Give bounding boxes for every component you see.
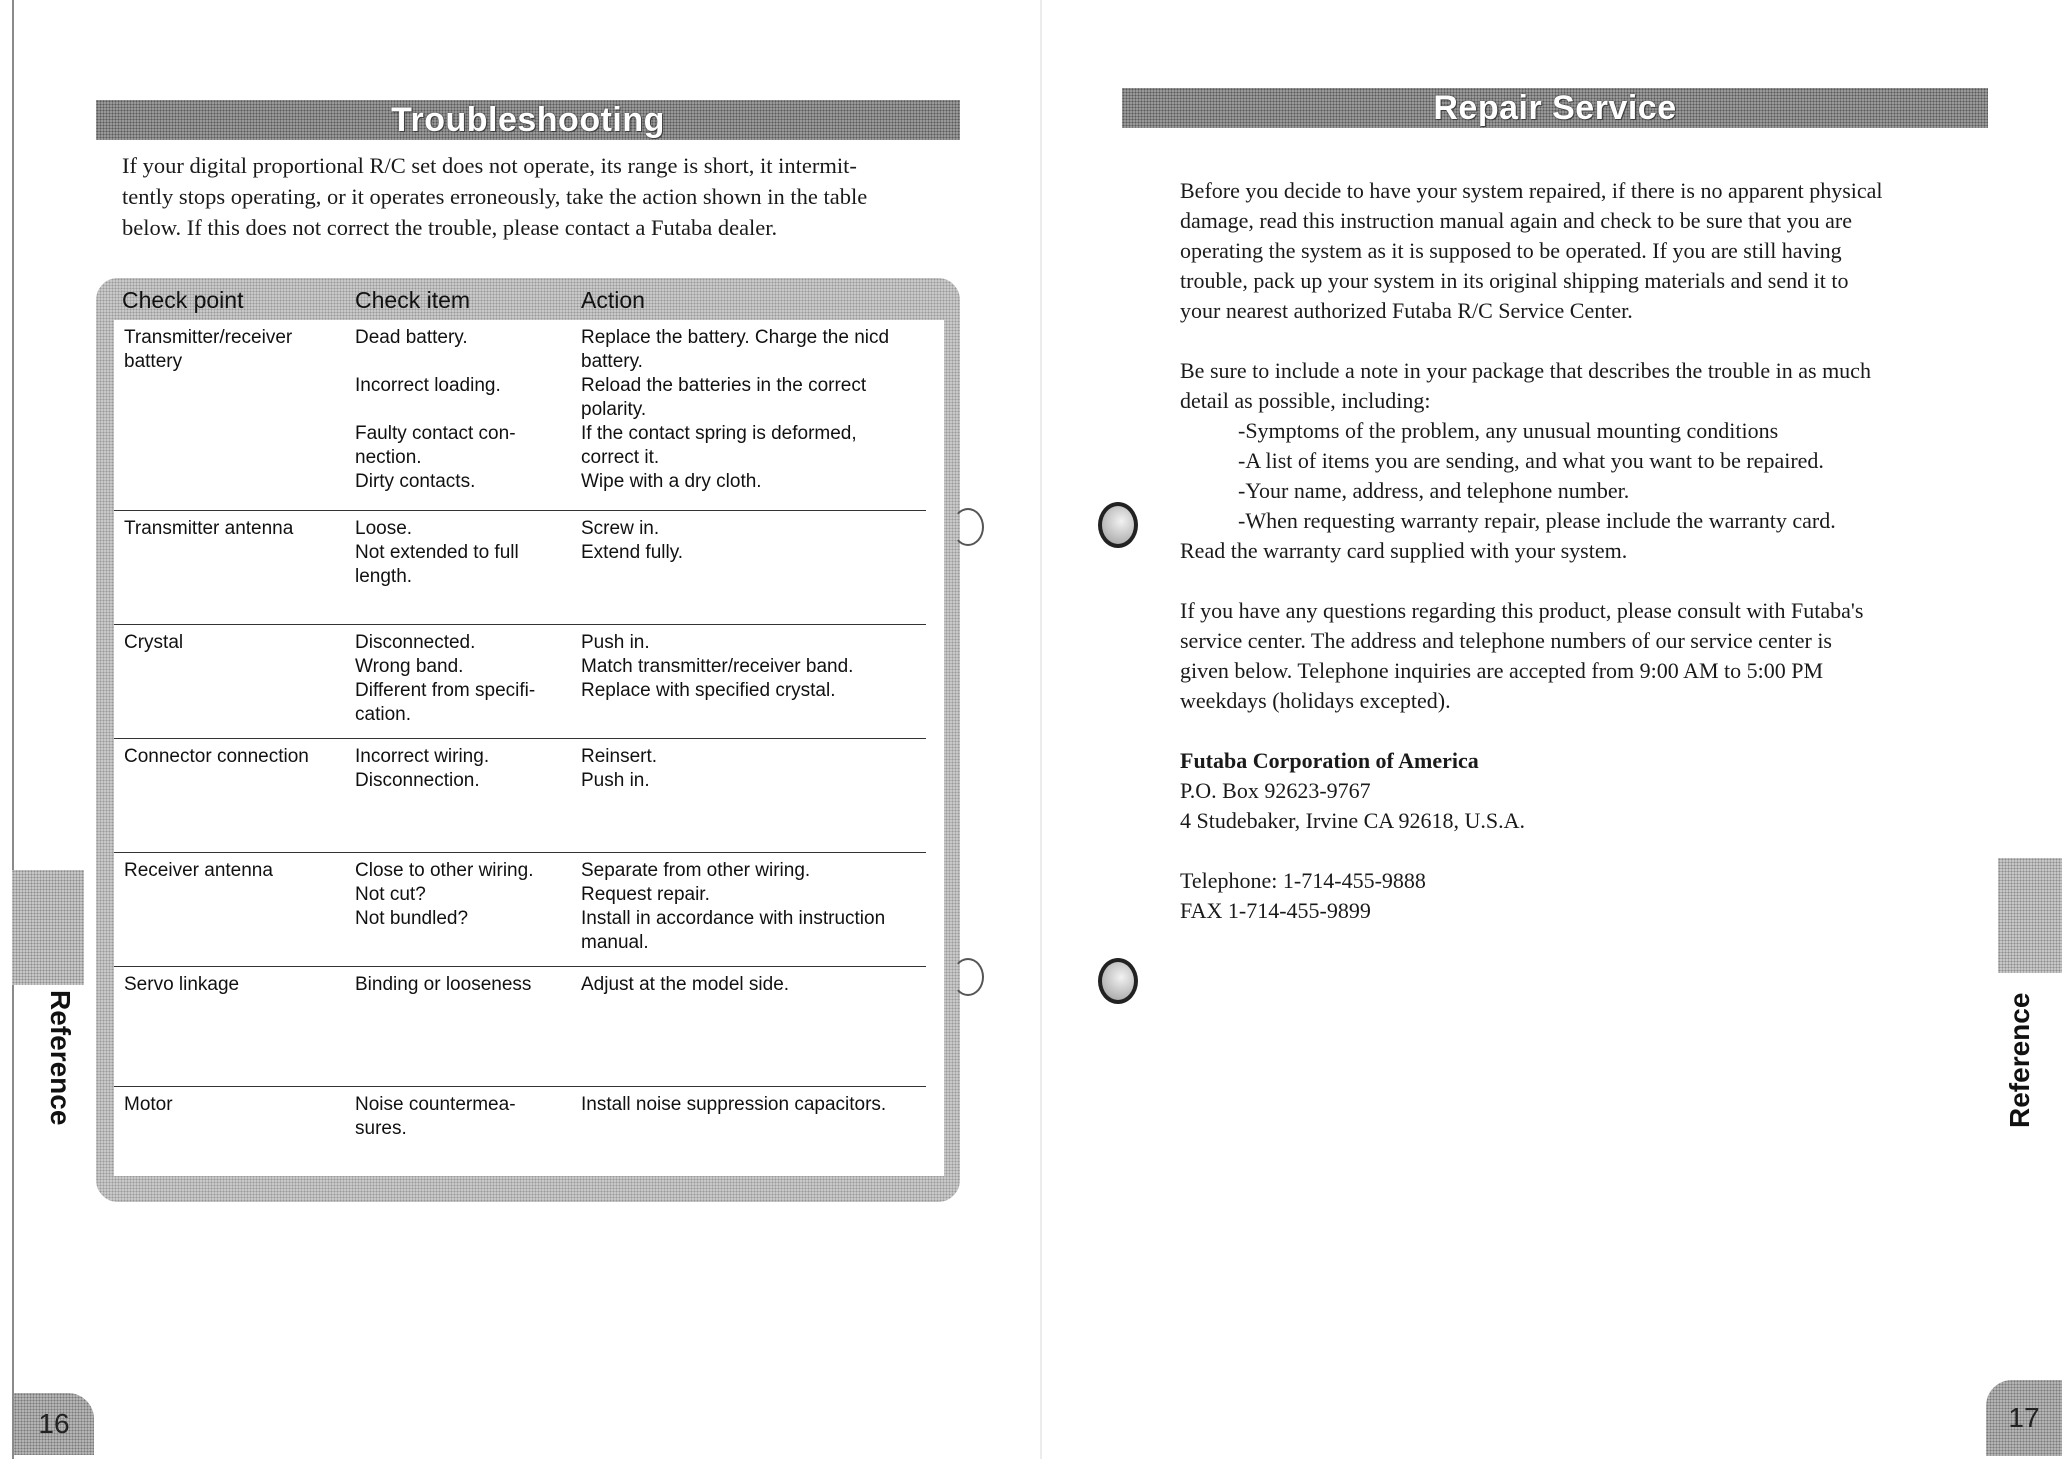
table-row [114, 320, 926, 510]
telephone: Telephone: 1-714-455-9888 [1180, 868, 1426, 893]
cell-line: Noise countermea- [355, 1094, 516, 1115]
cell-check-item [355, 745, 555, 793]
cell-line: nection. [355, 447, 422, 468]
table-row [114, 624, 926, 739]
cell-check-item [355, 517, 555, 589]
fax: FAX 1-714-455-9899 [1180, 898, 1371, 923]
cell-line: If the contact spring is deformed, [581, 423, 857, 444]
cell-check-item [355, 1093, 555, 1141]
repair-paragraph-3 [1180, 596, 1932, 716]
troubleshooting-title-bar [96, 100, 960, 140]
intro-line: below. If this does not correct the trouble, please contact a Futaba dealer. [122, 215, 778, 240]
cell-line: Crystal [124, 632, 184, 653]
po-box: P.O. Box 92623-9767 [1180, 778, 1371, 803]
text-line: given below. Telephone inquiries are accepted from 9:00 AM to 5:00 PM [1180, 658, 1824, 683]
cell-line: Connector connection [124, 746, 309, 767]
cell-line: Transmitter antenna [124, 518, 294, 539]
cell-line: Incorrect wiring. [355, 746, 490, 767]
cell-line: Adjust at the model side. [581, 974, 790, 995]
binder-hole [952, 508, 984, 546]
cell-line: Disconnection. [355, 770, 480, 791]
cell-line: Incorrect loading. [355, 375, 501, 396]
cell-line: Wrong band. [355, 656, 464, 677]
table-row [114, 852, 926, 967]
header-action: Action [581, 287, 645, 313]
cell-line: length. [355, 566, 413, 587]
cell-check-point [124, 859, 344, 883]
cell-check-point [124, 973, 344, 997]
cell-line [355, 350, 555, 374]
reference-side-tab [12, 870, 84, 985]
reference-label: Reference [45, 990, 76, 1126]
cell-line: Motor [124, 1094, 173, 1115]
cell-line: Not extended to full [355, 542, 519, 563]
text-line: weekdays (holidays excepted). [1180, 688, 1451, 713]
cell-action [581, 745, 926, 793]
binder-hole [1098, 958, 1138, 1004]
street-address: 4 Studebaker, Irvine CA 92618, U.S.A. [1180, 808, 1525, 833]
cell-action [581, 326, 926, 494]
cell-line: Screw in. [581, 518, 660, 539]
cell-line: sures. [355, 1118, 407, 1139]
cell-line: Separate from other wiring. [581, 860, 811, 881]
table-row [114, 510, 926, 625]
table-body [114, 320, 944, 1176]
cell-line: Faulty contact con- [355, 423, 516, 444]
cell-check-point [124, 631, 344, 655]
cell-line: Install in accordance with instruction [581, 908, 886, 929]
list-item: -Your name, address, and telephone number. [1238, 478, 1630, 503]
page-number: 17 [1986, 1380, 2062, 1456]
cell-line: Loose. [355, 518, 413, 539]
reference-side-tab [1998, 858, 2062, 973]
cell-action [581, 631, 926, 703]
cell-line: Request repair. [581, 884, 710, 905]
troubleshooting-table [96, 278, 960, 1202]
cell-line: Push in. [581, 770, 650, 791]
cell-line [355, 398, 555, 422]
list-item: -Symptoms of the problem, any unusual mounting conditions [1238, 418, 1779, 443]
cell-line: Servo linkage [124, 974, 240, 995]
cell-line: Different from specifi- [355, 680, 536, 701]
repair-paragraph-2 [1180, 356, 1932, 566]
cell-line: battery. [581, 351, 643, 372]
text-line: service center. The address and telephone numbers of our service center is [1180, 628, 1832, 653]
cell-line: Dead battery. [355, 327, 468, 348]
table-row [114, 738, 926, 853]
table-row [114, 966, 926, 1087]
contact-block [1180, 866, 1780, 926]
cell-line: Replace the battery. Charge the nicd [581, 327, 890, 348]
page-title: Troubleshooting [391, 100, 665, 139]
cell-check-item [355, 326, 555, 494]
intro-line: If your digital proportional R/C set does not operate, its range is short, it intermit- [122, 153, 857, 178]
cell-check-point [124, 1093, 344, 1117]
cell-action [581, 973, 926, 997]
cell-line: correct it. [581, 447, 660, 468]
cell-line: Not bundled? [355, 908, 469, 929]
text-line: detail as possible, including: [1180, 388, 1431, 413]
cell-check-point [124, 326, 344, 374]
text-line: damage, read this instruction manual again and check to be sure that you are [1180, 208, 1852, 233]
repair-paragraph-1 [1180, 176, 1932, 326]
text-line: Before you decide to have your system repaired, if there is no apparent physical [1180, 178, 1883, 203]
cell-check-point [124, 517, 344, 541]
cell-line: Match transmitter/receiver band. [581, 656, 854, 677]
cell-action [581, 859, 926, 955]
cell-line: Close to other wiring. [355, 860, 534, 881]
binder-hole [1098, 502, 1138, 548]
cell-line: cation. [355, 704, 411, 725]
text-line: your nearest authorized Futaba R/C Service Center. [1180, 298, 1633, 323]
cell-line: polarity. [581, 399, 647, 420]
cell-line: Not cut? [355, 884, 426, 905]
cell-line: Dirty contacts. [355, 471, 476, 492]
intro-line: tently stops operating, or it operates erroneously, take the action shown in the table [122, 184, 868, 209]
cell-line: Disconnected. [355, 632, 476, 653]
header-check-point: Check point [122, 287, 244, 313]
reference-label: Reference [2004, 992, 2035, 1128]
cell-line: Reload the batteries in the correct [581, 375, 867, 396]
cell-check-item [355, 859, 555, 931]
cell-line: Push in. [581, 632, 650, 653]
repair-service-title-bar [1122, 88, 1988, 128]
cell-check-item [355, 631, 555, 727]
cell-line: Extend fully. [581, 542, 684, 563]
text-line: Read the warranty card supplied with your system. [1180, 538, 1628, 563]
page-number: 16 [14, 1393, 94, 1455]
address-block [1180, 746, 1780, 836]
text-line: Be sure to include a note in your package that describes the trouble in as much [1180, 358, 1871, 383]
text-line: operating the system as it is supposed to be operated. If you are still having [1180, 238, 1842, 263]
text-line: trouble, pack up your system in its original shipping materials and send it to [1180, 268, 1849, 293]
cell-line: Wipe with a dry cloth. [581, 471, 762, 492]
cell-line: Replace with specified crystal. [581, 680, 836, 701]
page-title: Repair Service [1433, 88, 1677, 127]
cell-check-item [355, 973, 555, 997]
cell-action [581, 1093, 926, 1117]
binder-hole [952, 958, 984, 996]
cell-line: manual. [581, 932, 649, 953]
header-check-item: Check item [355, 287, 471, 313]
cell-action [581, 517, 926, 565]
cell-line: Receiver antenna [124, 860, 273, 881]
cell-line: Reinsert. [581, 746, 658, 767]
cell-line: Binding or looseness [355, 974, 532, 995]
company-name: Futaba Corporation of America [1180, 748, 1479, 773]
table-row [114, 1086, 926, 1177]
list-item: -When requesting warranty repair, please include the warranty card. [1238, 508, 1836, 533]
cell-line: Transmitter/receiver [124, 327, 293, 348]
cell-line: Install noise suppression capacitors. [581, 1094, 887, 1115]
cell-line: battery [124, 351, 183, 372]
table-header [96, 278, 960, 320]
list-item: -A list of items you are sending, and what you want to be repaired. [1238, 448, 1824, 473]
intro-paragraph [122, 150, 934, 243]
cell-check-point [124, 745, 344, 769]
text-line: If you have any questions regarding this product, please consult with Futaba's [1180, 598, 1864, 623]
